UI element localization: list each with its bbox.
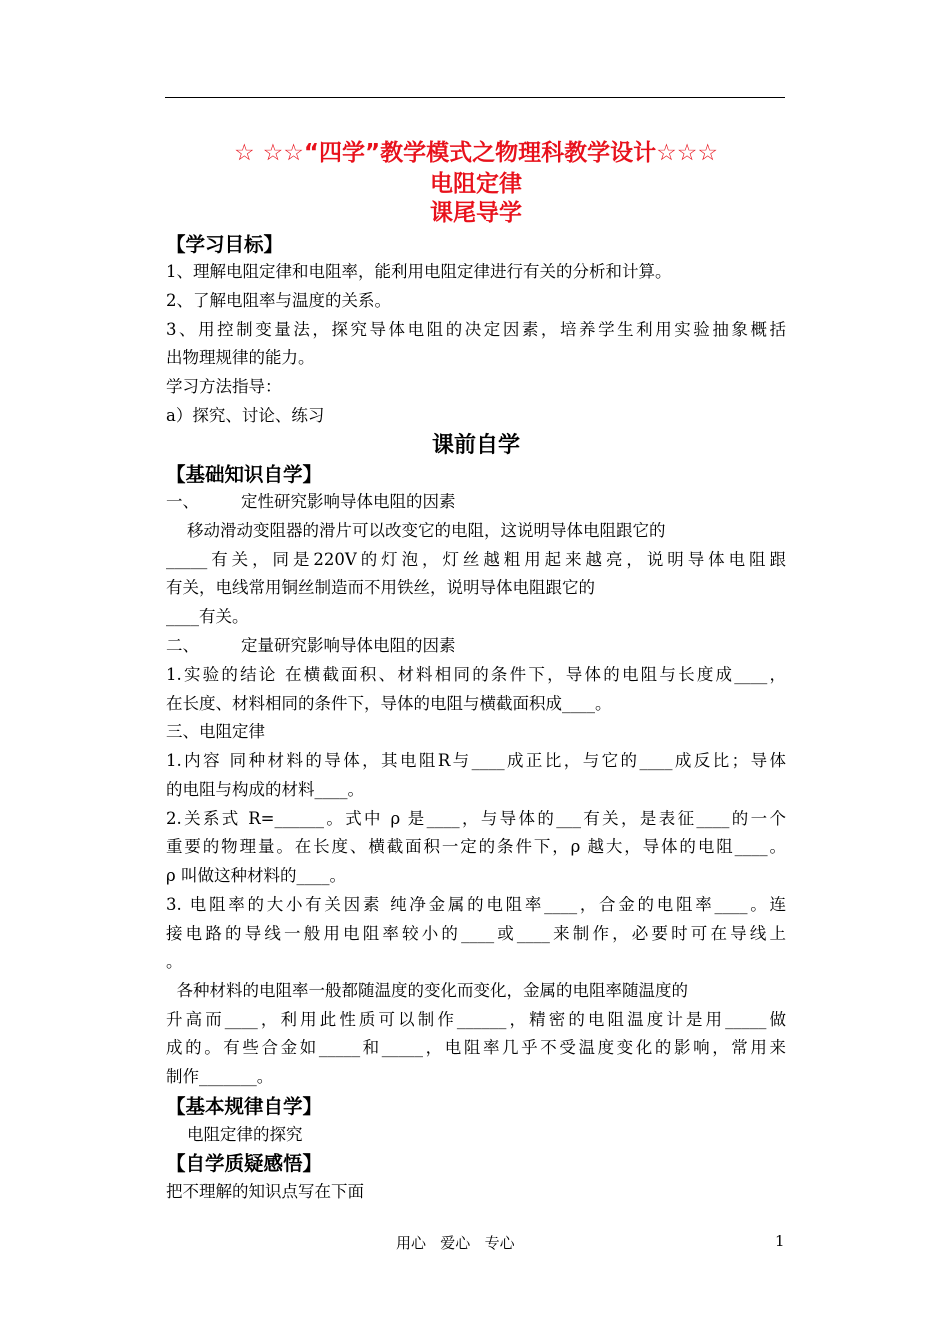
part3-line: 制作_______。 (166, 1067, 274, 1086)
method-label: 学习方法指导： (166, 377, 282, 396)
method-text: a）探究、讨论、练习 (166, 406, 325, 425)
basic-knowledge-heading: 【基础知识自学】 (166, 463, 323, 486)
page-number: 1 (775, 1232, 785, 1250)
basic-law-heading: 【基本规律自学】 (166, 1095, 323, 1118)
doubt-heading: 【自学质疑感悟】 (166, 1152, 323, 1175)
doubt-line: 把不理解的知识点写在下面 (166, 1182, 364, 1201)
footer-motto: 用心 爱心 专心 (396, 1234, 515, 1252)
part3-line: 的电阻与构成的材料____。 (166, 780, 364, 799)
part2-line: 1.实验的结论 在横截面积、材料相同的条件下，导体的电阻与长度成____， (166, 665, 786, 684)
part1-line: _____有关，同是220V的灯泡，灯丝越粗用起来越亮，说明导体电阻跟 (166, 550, 786, 569)
part3-line: 。 (166, 952, 183, 971)
objective-item: 3、用控制变量法，探究导体电阻的决定因素，培养学生利用实验抽象概括 (166, 320, 786, 339)
document-subtitle: 电阻定律 (430, 171, 522, 197)
part2-line: 在长度、材料相同的条件下，导体的电阻与横截面积成____。 (166, 694, 612, 713)
document-section-title: 课尾导学 (430, 200, 522, 226)
part3-line: 重要的物理量。在长度、横截面积一定的条件下，ρ 越大，导体的电阻____。 (166, 837, 786, 856)
part3-line: 1.内容 同种材料的导体，其电阻R与____成正比，与它的____成反比；导体 (166, 751, 786, 770)
header-rule (165, 97, 785, 98)
document-title: ☆ ☆☆“四学”教学模式之物理科教学设计☆☆☆ (234, 140, 718, 166)
law-line: 电阻定律的探究 (166, 1125, 303, 1144)
preview-heading: 课前自学 (431, 433, 520, 458)
part3-line: 升高而____，利用此性质可以制作______，精密的电阻温度计是用_____做 (166, 1010, 786, 1029)
part3-line: 2.关系式 R=______。式中 ρ 是____，与导体的___有关，是表征____的一个 (166, 809, 786, 828)
part3-title: 三、电阻定律 (166, 722, 265, 741)
part3-line: 接电路的导线一般用电阻率较小的____或____来制作，必要时可在导线上 (166, 924, 786, 943)
part3-line: 成的。有些合金如_____和_____，电阻率几乎不受温度变化的影响，常用来 (166, 1038, 786, 1057)
part1-title: 一、 定性研究影响导体电阻的因素 (166, 492, 456, 511)
part1-line: ____有关。 (166, 607, 249, 626)
objective-item: 1、理解电阻定律和电阻率，能利用电阻定律进行有关的分析和计算。 (166, 262, 672, 281)
part1-line: 有关，电线常用铜丝制造而不用铁丝，说明导体电阻跟它的 (166, 578, 595, 597)
part3-line: 各种材料的电阻率一般都随温度的变化而变化，金属的电阻率随温度的 (166, 981, 688, 1000)
part2-title: 二、 定量研究影响导体电阻的因素 (166, 636, 456, 655)
part1-line: 移动滑动变阻器的滑片可以改变它的电阻，这说明导体电阻跟它的 (166, 521, 666, 540)
part3-line: ρ 叫做这种材料的____。 (166, 866, 346, 885)
objective-item: 出物理规律的能力。 (166, 348, 315, 367)
objectives-heading: 【学习目标】 (166, 233, 284, 256)
part3-line: 3. 电阻率的大小有关因素 纯净金属的电阻率____，合金的电阻率____。连 (166, 895, 786, 914)
objective-item: 2、了解电阻率与温度的关系。 (166, 291, 391, 310)
